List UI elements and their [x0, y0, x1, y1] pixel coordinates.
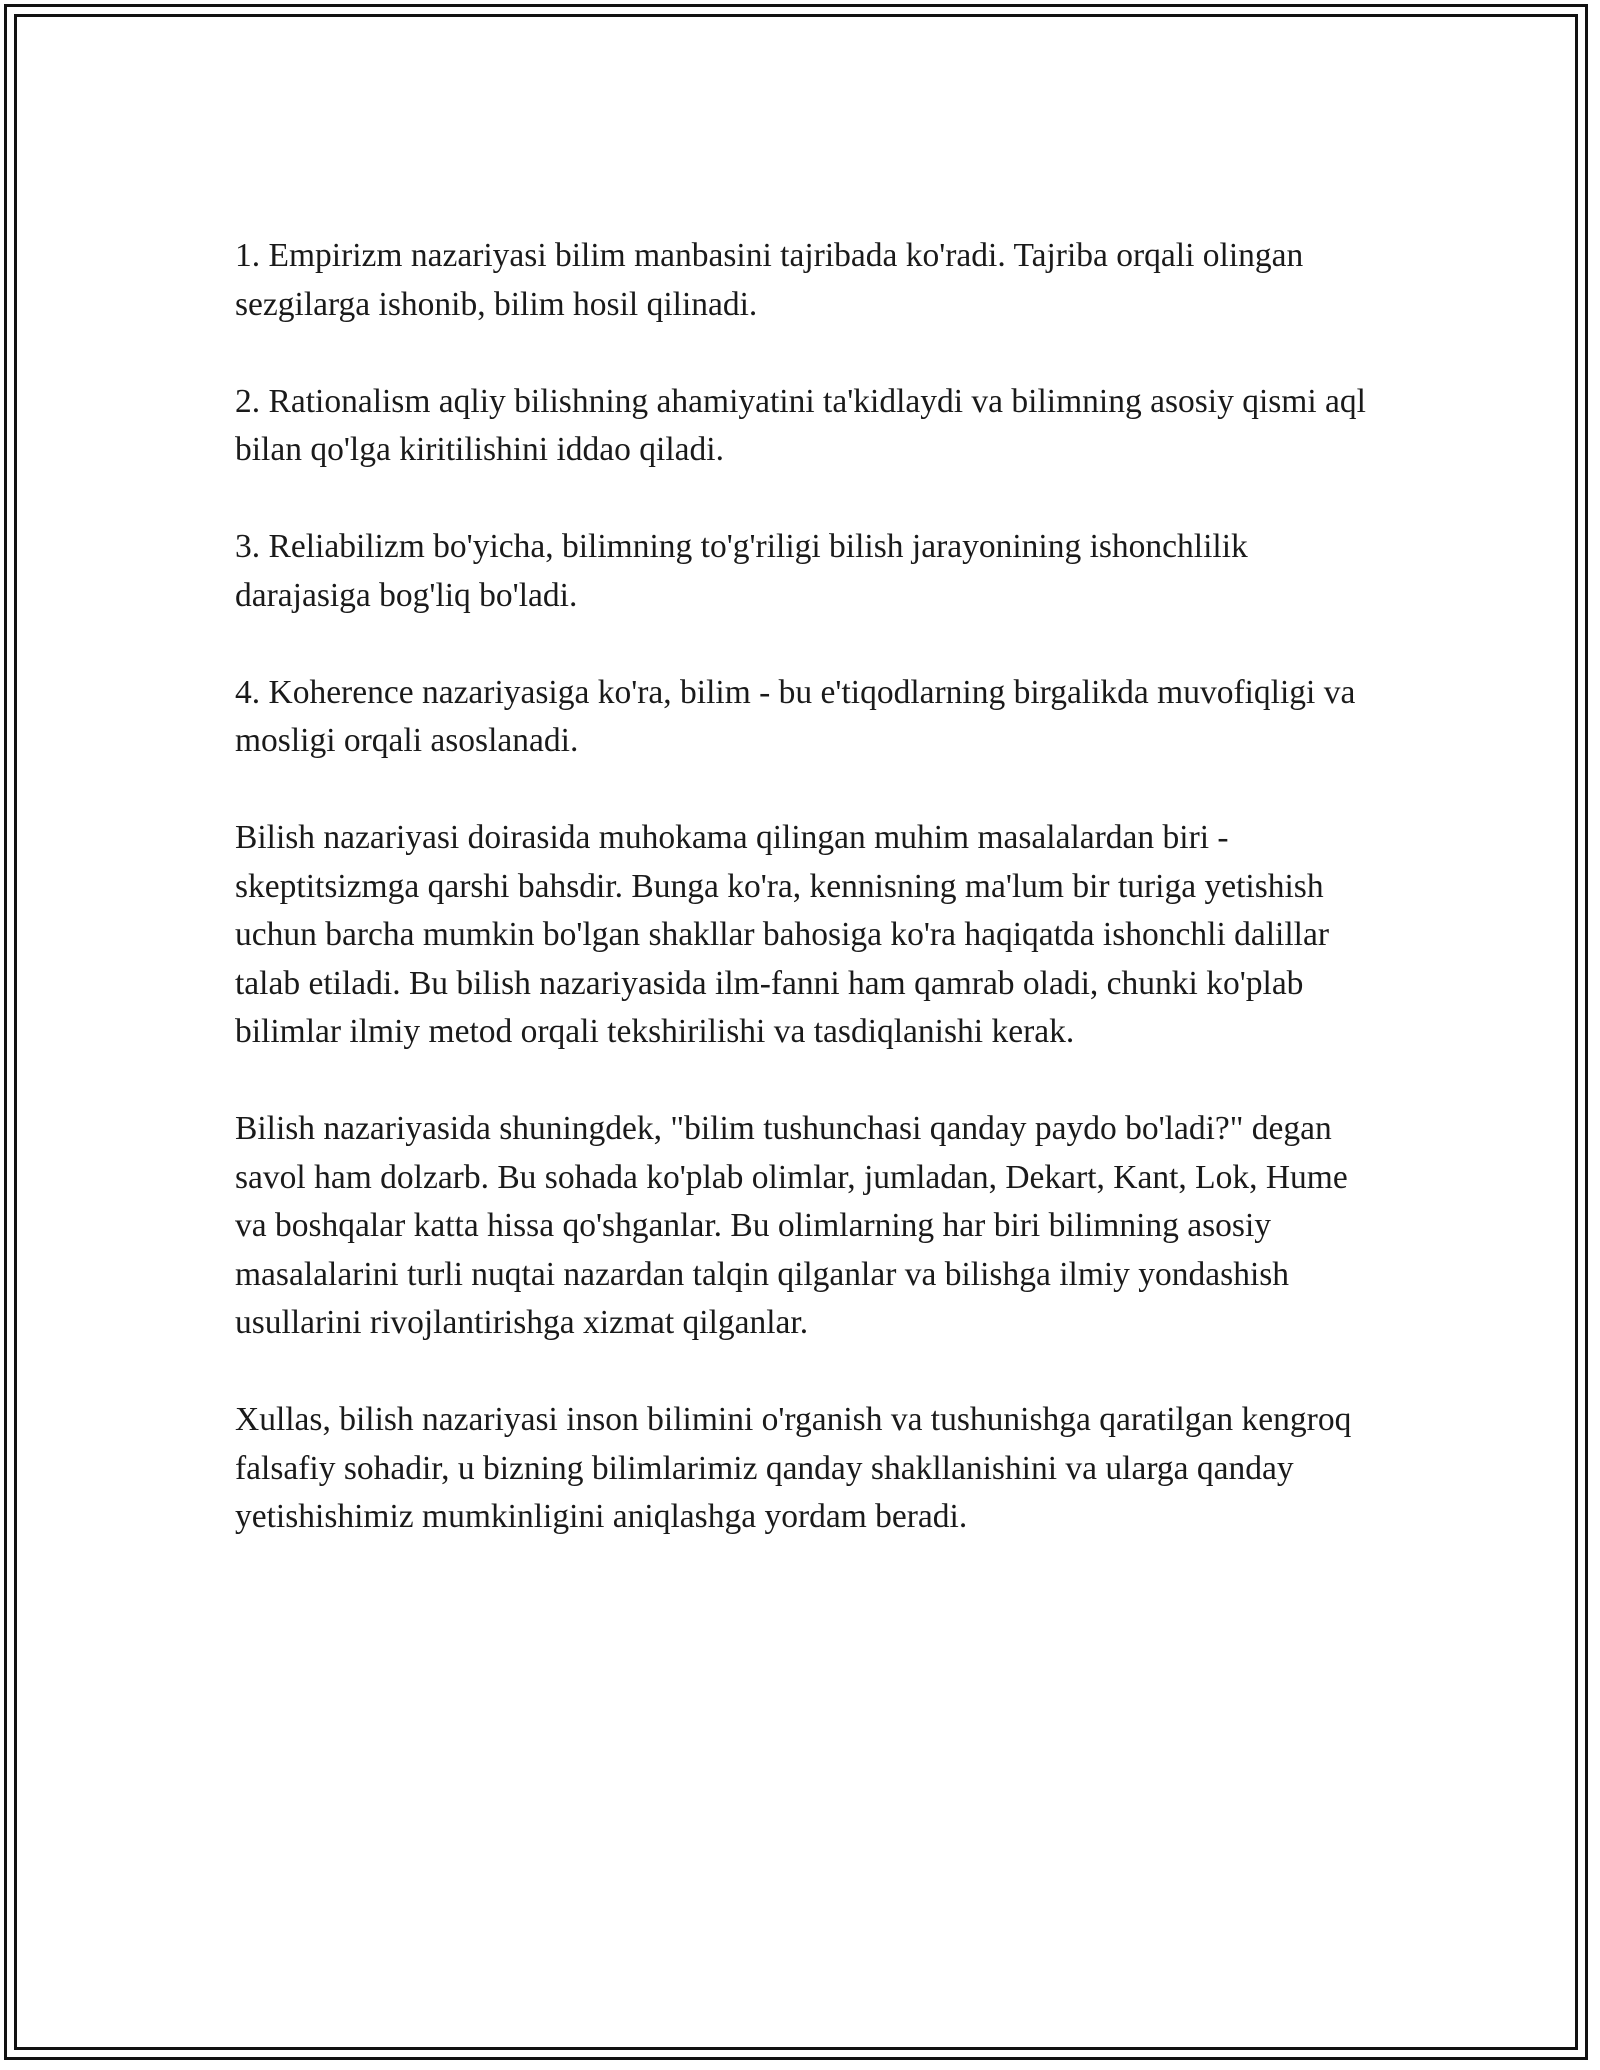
- paragraph-reliabilism: 3. Reliabilizm bo'yicha, bilimning to'g'riligi bilish jarayonining ishonchlilik darajasiga bog'liq bo'ladi.: [235, 528, 1248, 614]
- paragraph-skepticism: Bilish nazariyasi doirasida muhokama qilingan muhim masalalardan biri - skeptitsizmga qarshi bahsdir. Bunga ko'ra, kennisning ma'lum bir turiga yetishish uchun barcha mumkin bo'lgan shakllar bahosiga ko'ra haqiqatda ishonchli dalillar talab etiladi. Bu bilish nazariyasida ilm-fanni ham qamrab oladi, chunki ko'plab bilimlar ilmiy metod orqali tekshirilishi va tasdiqlanishi kerak.: [235, 819, 1330, 1050]
- document-body: [235, 232, 1375, 1542]
- paragraph-origin-of-knowledge: Bilish nazariyasida shuningdek, "bilim tushunchasi qanday paydo bo'ladi?" degan savol ham dolzarb. Bu sohada ko'plab olimlar, jumladan, Dekart, Kant, Lok, Hume va boshqalar katta hissa qo'shganlar. Bu olimlarning har biri bilimning asosiy masalalarini turli nuqtai nazardan talqin qilganlar va bilishga ilmiy yondashish usullarini rivojlantirishga xizmat qilganlar.: [235, 1110, 1348, 1341]
- paragraph-coherence: 4. Koherence nazariyasiga ko'ra, bilim - bu e'tiqodlarning birgalikda muvofiqligi va mosligi orqali asoslanadi.: [235, 673, 1356, 759]
- paragraph-empiricism: 1. Empirizm nazariyasi bilim manbasini tajribada ko'radi. Tajriba orqali olingan sezgilarga ishonib, bilim hosil qilinadi.: [235, 237, 1304, 323]
- paragraph-rationalism: 2. Rationalism aqliy bilishning ahamiyatini ta'kidlaydi va bilimning asosiy qismi aql bilan qo'lga kiritilishini iddao qiladi.: [235, 382, 1366, 468]
- paragraph-conclusion: Xullas, bilish nazariyasi inson bilimini o'rganish va tushunishga qaratilgan kengroq falsafiy sohadir, u bizning bilimlarimiz qanday shakllanishini va ularga qanday yetishishimiz mumkinligini aniqlashga yordam beradi.: [235, 1401, 1352, 1535]
